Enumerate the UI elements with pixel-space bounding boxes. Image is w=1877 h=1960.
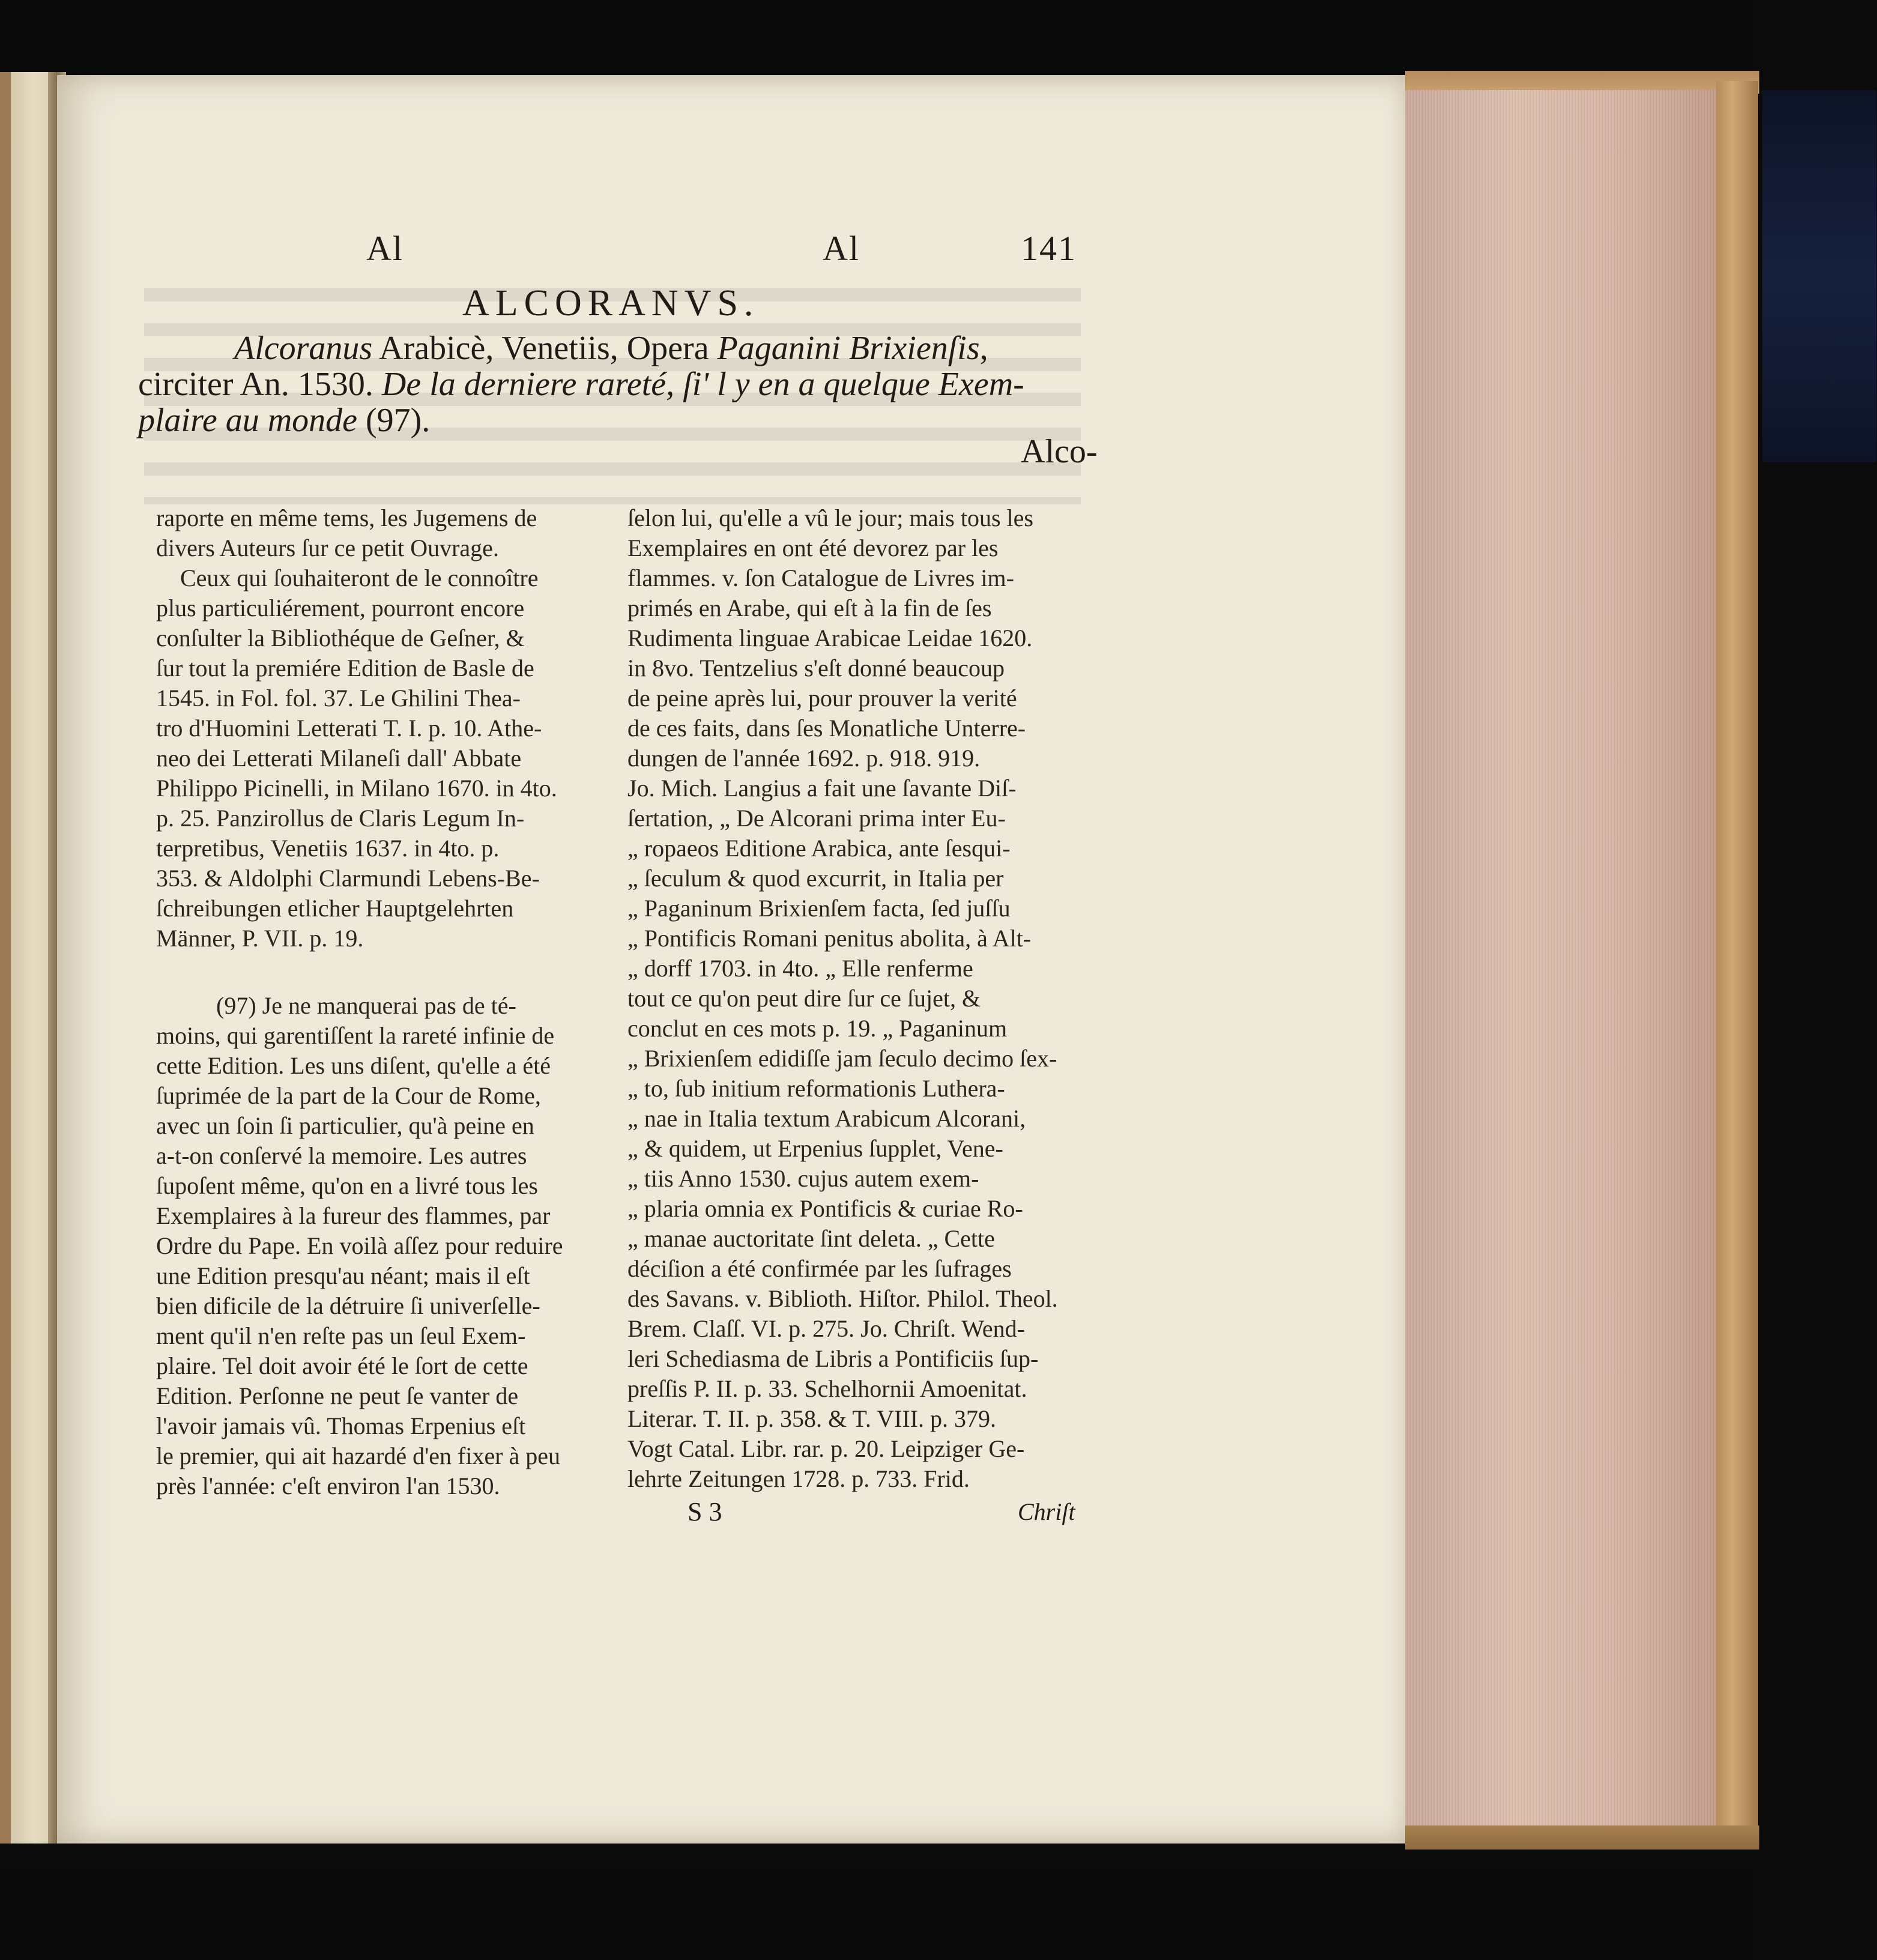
text-line: a-t-on conſervé la memoire. Les autres: [156, 1142, 527, 1169]
text-line: raporte en même tems, les Jugemens de: [156, 504, 537, 531]
text-line: „ plaria omnia ex Pontificis & curiae Ro-: [627, 1195, 1023, 1222]
text-line: terpretibus, Venetiis 1637. in 4to. p.: [156, 835, 500, 862]
page-number: 141: [1021, 229, 1077, 268]
text-line: Exemplaires en ont été devorez par les: [627, 534, 999, 561]
text-line: ſertation, „ De Alcorani prima inter Eu-: [627, 805, 1006, 832]
cover-bottom-edge: [1405, 1825, 1759, 1850]
text-line: 1545. in Fol. fol. 37. Le Ghilini Thea-: [156, 685, 521, 712]
text-line: „ Paganinum Brixienſem facta, ſed juſſu: [627, 895, 1011, 922]
text-line: „ manae auctoritate ſint deleta. „ Cette: [627, 1225, 995, 1252]
entry-text: (97).: [357, 402, 431, 439]
text-line: (97) Je ne manquerai pas de té-: [216, 992, 516, 1019]
catchword-top: Alco-: [1021, 433, 1098, 470]
entry-line-3: [138, 402, 1081, 438]
text-line: neo dei Letterati Milaneſi dall' Abbate: [156, 745, 522, 772]
text-line: „ to, ſub initium reformationis Luthera-: [627, 1075, 1005, 1102]
text-line: flammes. v. ſon Catalogue de Livres im-: [627, 564, 1014, 591]
text-line: lehrte Zeitungen 1728. p. 733. Frid.: [627, 1465, 970, 1492]
footnote-97-text: [156, 991, 606, 1501]
text-line: conſulter la Bibliothéque de Geſner, &: [156, 625, 525, 652]
text-line: „ dorff 1703. in 4to. „ Elle renferme: [627, 955, 973, 982]
right-column-text: [627, 503, 1084, 1494]
text-line: preſſis P. II. p. 33. Schelhornii Amoenitat.: [627, 1375, 1027, 1402]
text-line: des Savans. v. Biblioth. Hiſtor. Philol. Theol.: [627, 1285, 1058, 1312]
background-bottom: [0, 1868, 1877, 1960]
text-line: Jo. Mich. Langius a fait une ſavante Diſ-: [627, 775, 1017, 802]
text-line: Männer, P. VII. p. 19.: [156, 925, 364, 952]
entry-title: ALCORANVS.: [462, 283, 760, 324]
running-head-center: Al: [823, 229, 860, 268]
text-line: bien dificile de la détruire ſi univerſelle-: [156, 1292, 540, 1319]
signature-mark: S 3: [688, 1497, 722, 1526]
text-line: „ nae in Italia textum Arabicum Alcorani,: [627, 1105, 1026, 1132]
text-line: „ Brixienſem edidiſſe jam ſeculo decimo ſex-: [627, 1045, 1057, 1072]
text-line: plaire. Tel doit avoir été le ſort de cette: [156, 1352, 528, 1379]
text-line: tout ce qu'on peut dire ſur ce ſujet, &: [627, 985, 981, 1012]
left-cover-edge: [0, 72, 11, 1844]
text-line: Philippo Picinelli, in Milano 1670. in 4to.: [156, 775, 557, 802]
text-line: ſur tout la premiére Edition de Basle de: [156, 655, 534, 682]
text-line: moins, qui garentiſſent la rareté infinie de: [156, 1022, 555, 1049]
entry-heading: [138, 330, 1081, 438]
text-line: Vogt Catal. Libr. rar. p. 20. Leipziger Ge-: [627, 1435, 1025, 1462]
entry-text: Arabicè, Venetiis, Opera: [372, 330, 718, 367]
text-line: p. 25. Panzirollus de Claris Legum In-: [156, 805, 525, 832]
text-line: près l'année: c'eſt environ l'an 1530.: [156, 1472, 500, 1499]
text-line: in 8vo. Tentzelius s'eſt donné beaucoup: [627, 655, 1005, 682]
text-line: dungen de l'année 1692. p. 918. 919.: [627, 745, 981, 772]
text-line: le premier, qui ait hazardé d'en fixer à peu: [156, 1442, 561, 1469]
text-line: 353. & Aldolphi Clarmundi Lebens-Be-: [156, 865, 540, 892]
text-line: ſelon lui, qu'elle a vû le jour; mais tous les: [627, 504, 1033, 531]
text-line: „ & quidem, ut Erpenius ſupplet, Vene-: [627, 1135, 1003, 1162]
left-column-text: [156, 503, 606, 954]
entry-title-italic: Alcoranus: [234, 330, 373, 367]
page-block-edges: [1405, 90, 1721, 1831]
text-line: cette Edition. Les uns diſent, qu'elle a été: [156, 1052, 551, 1079]
text-line: primés en Arabe, qui eſt à la fin de ſes: [627, 594, 992, 622]
text-line: divers Auteurs ſur ce petit Ouvrage.: [156, 534, 499, 561]
entry-text: ,: [979, 330, 988, 367]
text-line: une Edition presqu'au néant; mais il eſt: [156, 1262, 530, 1289]
background-cloth: [1762, 90, 1876, 462]
text-line: avec un ſoin ſi particulier, qu'à peine en: [156, 1112, 534, 1139]
text-line: Brem. Claſſ. VI. p. 275. Jo. Chriſt. Wend-: [627, 1315, 1025, 1342]
text-line: ſuprimée de la part de la Cour de Rome,: [156, 1082, 541, 1109]
text-line: conclut en ces mots p. 19. „ Paganinum: [627, 1015, 1008, 1042]
entry-author-italic: Paganini Brixienſis: [717, 330, 980, 367]
text-line: de peine après lui, pour prouver la verité: [627, 685, 1017, 712]
text-line: ſchreibungen etlicher Hauptgelehrten: [156, 895, 514, 922]
text-line: Exemplaires à la fureur des flammes, par: [156, 1202, 551, 1229]
text-line: déciſion a été confirmée par les ſufrages: [627, 1255, 1012, 1282]
text-line: Ordre du Pape. En voilà aſſez pour reduire: [156, 1232, 563, 1259]
text-line: „ tiis Anno 1530. cujus autem exem-: [627, 1165, 979, 1192]
cover-right-edge: [1716, 81, 1758, 1838]
catchword-bottom: Chriſt: [1018, 1498, 1075, 1525]
text-line: l'avoir jamais vû. Thomas Erpenius eſt: [156, 1412, 526, 1439]
text-line: „ ropaeos Editione Arabica, ante ſesqui-: [627, 835, 1011, 862]
text-line: ment qu'il n'en reſte pas un ſeul Exem-: [156, 1322, 526, 1349]
entry-rarity-italic: plaire au monde: [138, 402, 357, 439]
text-line: „ ſeculum & quod excurrit, in Italia per: [627, 865, 1004, 892]
running-head-left: Al: [366, 229, 404, 268]
entry-line-2: [138, 366, 1081, 402]
entry-rarity-italic: De la derniere rareté, ſi' l y en a quelque Exem-: [381, 366, 1024, 403]
text-line: Edition. Perſonne ne peut ſe vanter de: [156, 1382, 519, 1409]
text-line: Ceux qui ſouhaiteront de le connoître: [180, 564, 539, 591]
text-line: plus particuliérement, pourront encore: [156, 594, 525, 622]
text-line: „ Pontificis Romani penitus abolita, à Alt-: [627, 925, 1032, 952]
text-line: de ces faits, dans ſes Monatliche Unterre-: [627, 715, 1026, 742]
entry-text: circiter An. 1530.: [138, 366, 382, 403]
text-line: tro d'Huomini Letterati T. I. p. 10. Athe-: [156, 715, 542, 742]
text-line: ſupoſent même, qu'on en a livré tous les: [156, 1172, 538, 1199]
text-line: leri Schediasma de Libris a Pontificiis ſup-: [627, 1345, 1039, 1372]
entry-line-1: [138, 330, 1081, 366]
text-line: Rudimenta linguae Arabicae Leidae 1620.: [627, 625, 1033, 652]
text-line: Literar. T. II. p. 358. & T. VIII. p. 379.: [627, 1405, 996, 1432]
